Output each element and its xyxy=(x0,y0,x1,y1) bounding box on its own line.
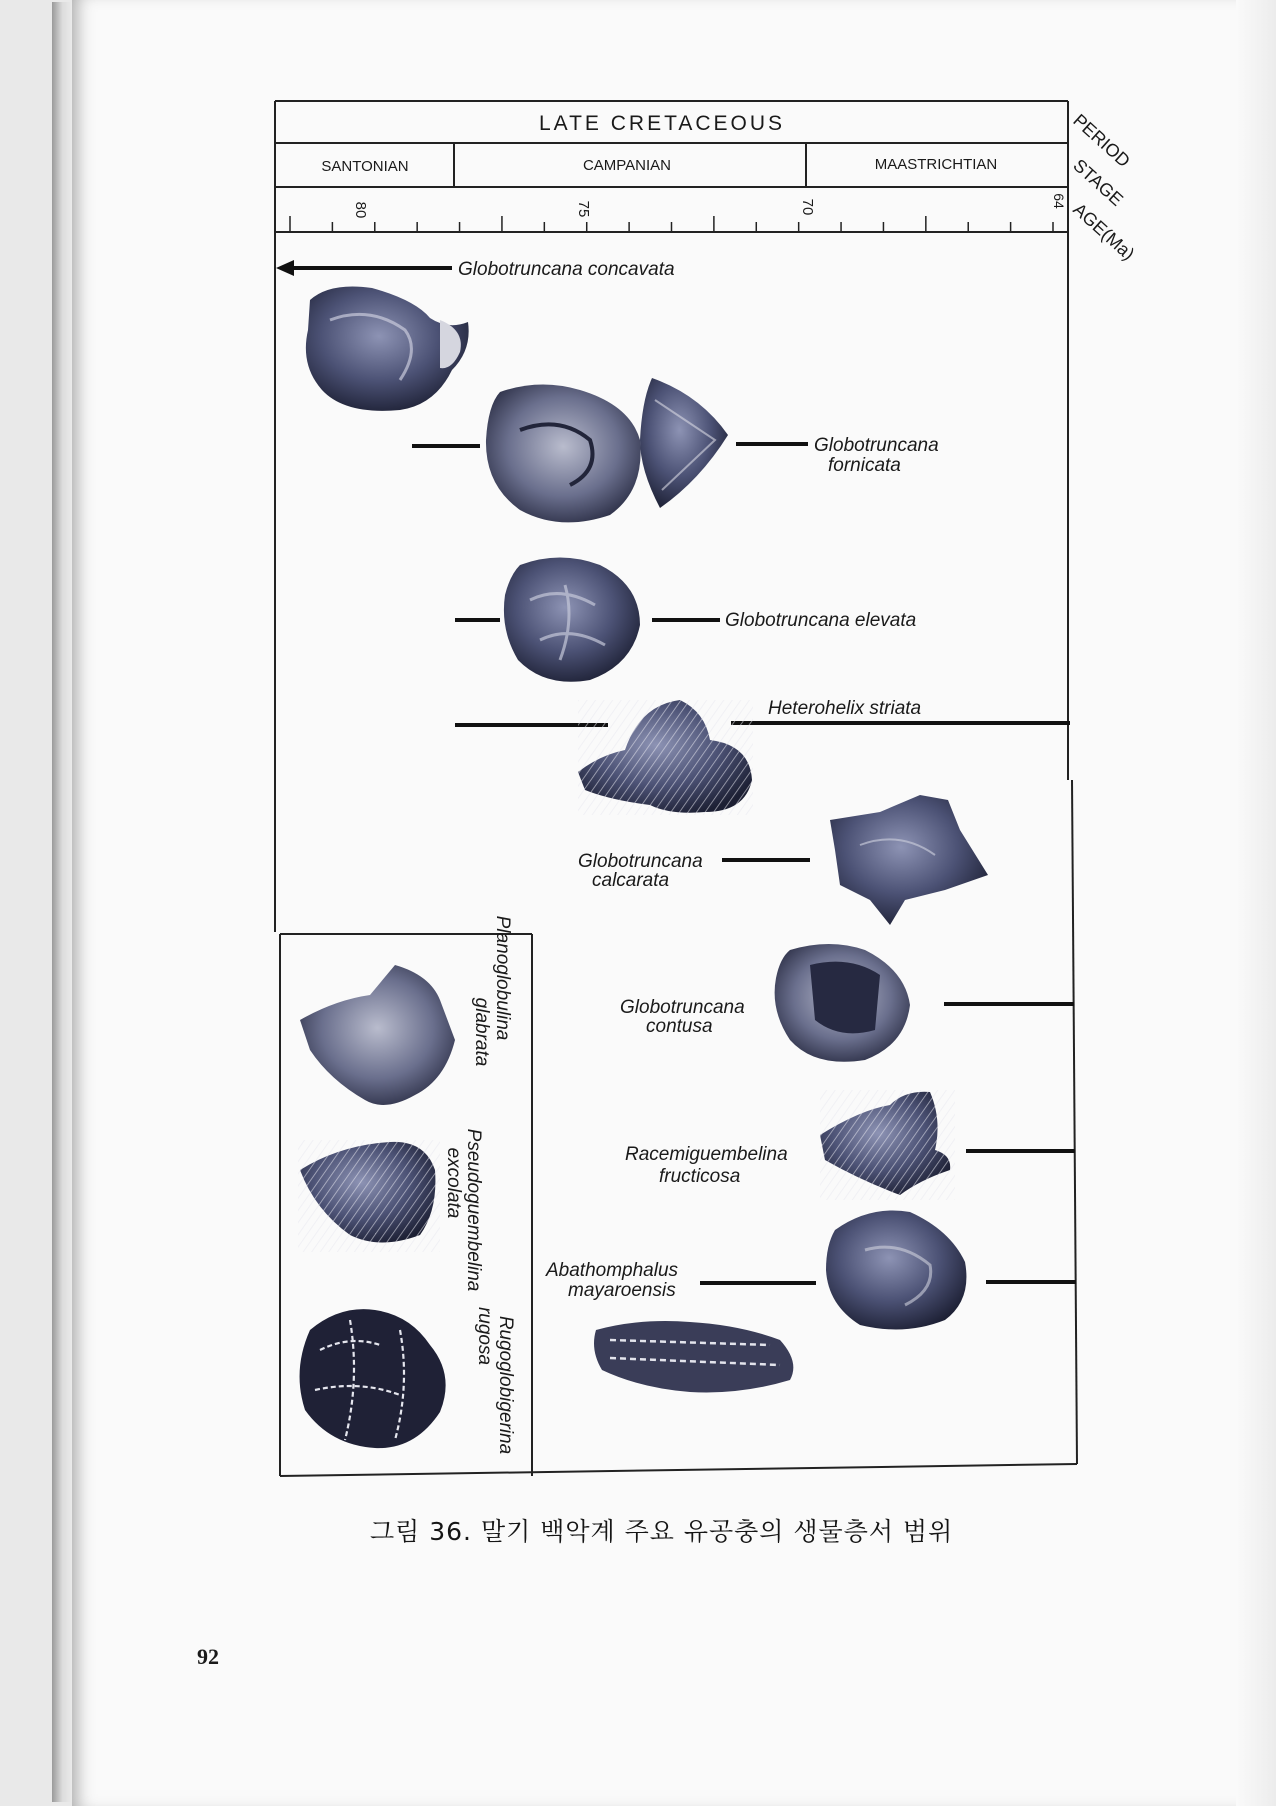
arrow-left-icon xyxy=(276,260,294,276)
fossil-calcarata xyxy=(830,795,988,925)
age-label-64: 64 xyxy=(1051,193,1067,209)
age-ticks xyxy=(290,216,1053,232)
inset-label-rugosa-1: Rugoglobigerina xyxy=(495,1315,516,1455)
species-label-elevata: Globotruncana elevata xyxy=(725,610,917,631)
inset-label-rugosa-2: rugosa xyxy=(474,1306,495,1366)
stage-label-campanian: CAMPANIAN xyxy=(582,157,672,174)
fossil-glabrata xyxy=(300,965,455,1105)
species-label-mayaroensis-1: Abathomphalus xyxy=(546,1260,679,1281)
fossil-rugosa xyxy=(300,1309,446,1448)
side-label-stage: STAGE xyxy=(1069,155,1128,210)
fossil-excolata xyxy=(298,1140,440,1252)
fossil-contusa xyxy=(775,944,910,1062)
species-label-mayaroensis-2: mayaroensis xyxy=(568,1280,676,1301)
species-label-contusa-1: Globotruncana xyxy=(620,997,745,1018)
species-label-fructicosa-2: fructicosa xyxy=(659,1166,741,1187)
species-label-striata: Heterohelix striata xyxy=(768,698,922,719)
species-label-contusa-2: contusa xyxy=(646,1016,713,1037)
species-label-fornicata-2: fornicata xyxy=(828,455,901,476)
figure-caption: 그림 36. 말기 백악계 주요 유공충의 생물층서 범위 xyxy=(370,1517,954,1546)
inset-label-glabrata-2: glabrata xyxy=(471,997,492,1067)
age-label-80: 80 xyxy=(352,201,369,219)
inset-label-excolata-1: Pseudoguembelina xyxy=(463,1128,484,1292)
fossil-fructicosa xyxy=(820,1090,955,1200)
inset-label-excolata-2: excolata xyxy=(443,1147,464,1219)
inset-label-glabrata-1: Planoglobulina xyxy=(492,915,513,1041)
age-label-75: 75 xyxy=(575,200,592,218)
fossil-concavata xyxy=(306,287,469,411)
fossil-fornicata-b xyxy=(640,378,728,508)
side-label-period: PERIOD xyxy=(1069,110,1134,172)
period-label: LATE CRETACEOUS xyxy=(538,112,786,135)
species-label-fornicata-1: Globotruncana xyxy=(814,435,939,456)
species-label-calcarata-1: Globotruncana xyxy=(578,851,703,872)
species-label-concavata: Globotruncana concavata xyxy=(458,259,675,280)
fossil-elevata xyxy=(504,558,640,682)
side-label-age: AGE(Ma) xyxy=(1069,199,1139,265)
fossil-mayaroensis-a xyxy=(826,1210,966,1329)
fossil-mayaroensis-b xyxy=(594,1321,793,1393)
species-label-calcarata-2: calcarata xyxy=(592,870,670,891)
species-label-fructicosa-1: Racemiguembelina xyxy=(625,1144,788,1165)
fossil-fornicata-a xyxy=(486,384,641,522)
age-label-70: 70 xyxy=(799,198,816,216)
stage-label-maastrichtian: MAASTRICHTIAN xyxy=(874,156,998,173)
page-number: 92 xyxy=(197,1644,219,1669)
stage-label-santonian: SANTONIAN xyxy=(321,158,409,175)
fossil-striata xyxy=(578,700,753,815)
